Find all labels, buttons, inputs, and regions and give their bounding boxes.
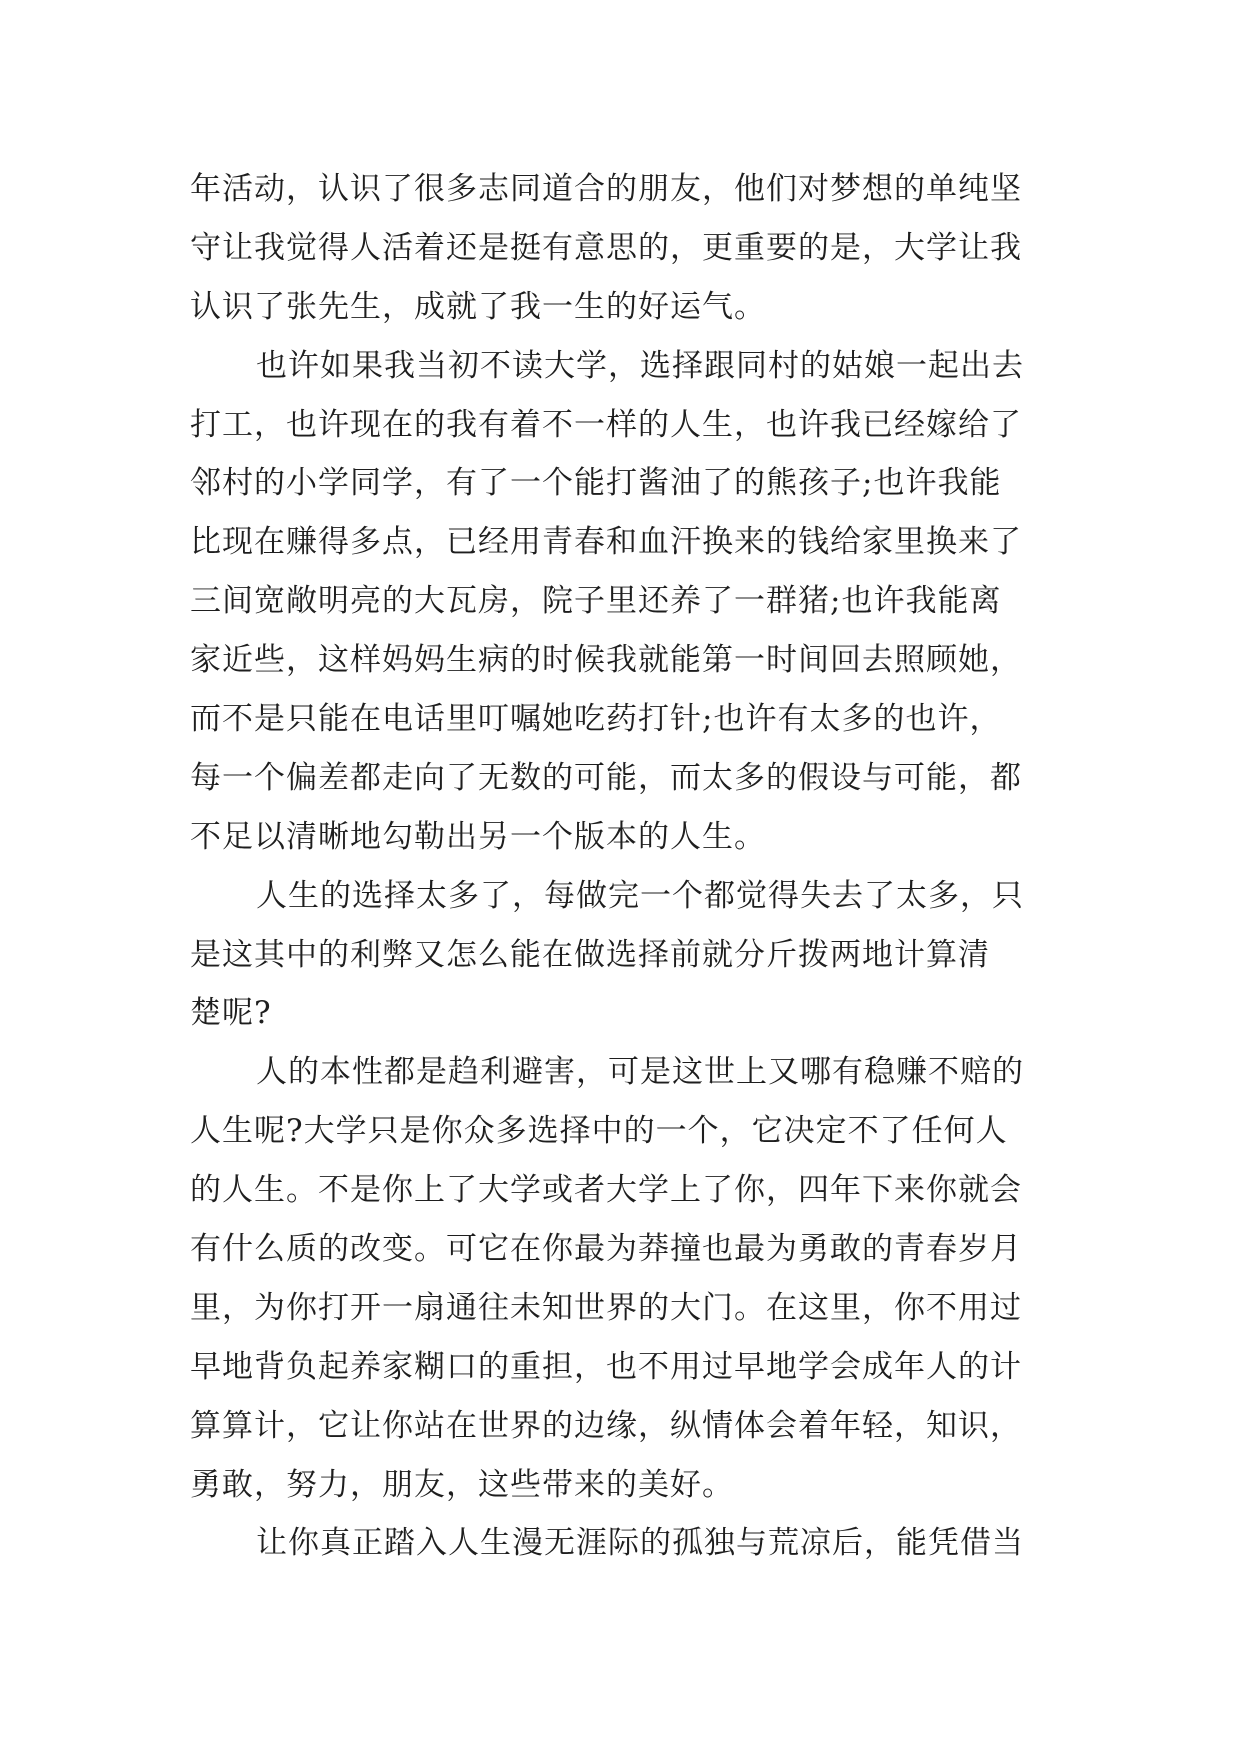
text-line: 楚呢? <box>190 995 272 1032</box>
text-line: 是这其中的利弊又怎么能在做选择前就分斤拨两地计算清 <box>190 936 990 973</box>
paragraph-first-line: 也许如果我当初不读大学，选择跟同村的姑娘一起出去 <box>256 347 1024 384</box>
text-line: 家近些，这样妈妈生病的时候我就能第一时间回去照顾她， <box>190 642 1022 679</box>
paragraph-first-line: 人的本性都是趋利避害，可是这世上又哪有稳赚不赔的 <box>256 1054 1024 1091</box>
text-line: 不足以清晰地勾勒出另一个版本的人生。 <box>190 818 766 855</box>
text-line: 认识了张先生，成就了我一生的好运气。 <box>190 288 766 325</box>
text-line: 邻村的小学同学，有了一个能打酱油了的熊孩子;也许我能 <box>190 465 1002 502</box>
text-line: 而不是只能在电话里叮嘱她吃药打针;也许有太多的也许， <box>190 701 1002 738</box>
text-line: 年活动，认识了很多志同道合的朋友，他们对梦想的单纯坚 <box>190 171 1022 207</box>
paragraph-first-line: 让你真正踏入人生漫无涯际的孤独与荒凉后，能凭借当 <box>256 1525 1024 1562</box>
text-line: 三间宽敞明亮的大瓦房，院子里还养了一群猪;也许我能离 <box>190 583 1002 620</box>
text-line: 算算计，它让你站在世界的边缘，纵情体会着年轻，知识， <box>190 1407 1022 1444</box>
text-line: 比现在赚得多点，已经用青春和血汗换来的钱给家里换来了 <box>190 524 1022 561</box>
text-line: 的人生。不是你上了大学或者大学上了你，四年下来你就会 <box>190 1172 1022 1209</box>
text-line: 每一个偏差都走向了无数的可能，而太多的假设与可能，都 <box>190 759 1022 796</box>
body-text <box>190 160 1070 1573</box>
text-line: 打工，也许现在的我有着不一样的人生，也许我已经嫁给了 <box>190 406 1022 443</box>
text-line: 人生呢?大学只是你众多选择中的一个，它决定不了任何人 <box>190 1113 1008 1150</box>
text-line: 守让我觉得人活着还是挺有意思的，更重要的是，大学让我 <box>190 229 1022 266</box>
text-line: 早地背负起养家糊口的重担，也不用过早地学会成年人的计 <box>190 1348 1022 1385</box>
text-line: 勇敢，努力，朋友，这些带来的美好。 <box>190 1466 734 1503</box>
text-line: 有什么质的改变。可它在你最为莽撞也最为勇敢的青春岁月 <box>190 1231 1022 1268</box>
text-line: 里，为你打开一扇通往未知世界的大门。在这里，你不用过 <box>190 1289 1022 1326</box>
paragraph-first-line: 人生的选择太多了，每做完一个都觉得失去了太多，只 <box>256 877 1024 914</box>
